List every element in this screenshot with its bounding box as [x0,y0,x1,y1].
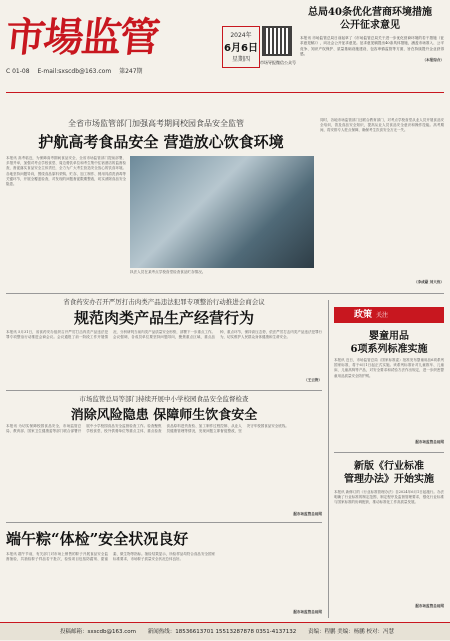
lead-source: （李成豪 刘大伟） [413,280,444,284]
section-divider-2 [6,390,322,391]
story3-kicker: 市场监管总局等部门持续开展中小学校园食品安全监督检查 [79,395,249,403]
section-divider-1 [6,293,444,294]
footer-hotline: 新闻热线：18536613701 15513287878 0351-4137132 [147,629,297,635]
date-box [222,26,260,68]
top-story-source: （本报综合） [422,57,444,62]
email-label: E-mail:sxscdb@163.com [37,68,112,75]
footer-editors: 责编：程鹏 美编：杨鹏 校对：冯慧 [307,629,394,635]
edition-label: C 01-08 [6,68,30,75]
sidebar-story2-headline-line2: 管理办法》开始实施 [344,474,434,485]
qr-caption: 市场导报微信公众号 [260,60,296,65]
story3-body: 本报讯 为切实保障校园食品安全，市场监管总局、教育部、国家卫生健康委等部门联合部署开展中小学校园食品安全监督检查工作。检查聚焦学校食堂、校外供餐单位等重点主体，重点检查食品原料进货查验、加工制作过程控制、从业人员健康管理等情况，发现问题立即督促整改，坚决守牢校园食品安全底线。 [6,424,289,434]
sidebar-story1-source: 据市场监管总局网 [415,440,444,444]
policy-tag-sub: 关注 [376,312,389,319]
footer-email: 投稿邮箱：sxscdb@163.com [60,629,136,635]
story4-body: 本报讯 端午节前，有关部门对市场上销售的粽子开展食品安全监督抽检，共抽检粽子样品若干批次，检验项目包括防腐剂、甜蜜素、微生物等指标。抽检结果显示，所检样品均符合食品安全国家标准要求，市场粽子质量安全状况总体良好。 [6,552,215,562]
story4-headline: 端午粽“体检”安全状况良好 [6,530,189,548]
story2-kicker: 省食药安办召开严厉打击肉类产品违法犯罪专项整治行动推进会商会议 [63,298,265,306]
sidebar-divider [334,452,444,453]
lead-body-left: 本报讯 高考临近，为保障高考期间食品安全，全省市场监管部门提前部署，多措并举，加强对考点学校食堂、周边餐饮单位和考生集中住宿酒店的监督检查，督促落实食品安全主体责任，全力为广大考生营造安全放心的饮食环境。各地坚持问题导向，围绕食品原料采购、贮存、加工制作、餐用具清洗消毒等关键环节，开展全覆盖检查，对发现的问题督促限期整改，切实消除食品安全隐患。 [6,156,126,187]
lead-kicker: 全省市场监管部门加强高考期间校园食品安全监管 [68,119,244,128]
sidebar-story2-headline [334,460,444,486]
sidebar-story2-body: 本报讯 新修订的《行业标准管理办法》自2024年6月1日起施行。办法明确了行业标准的制定范围、制定程序及监督管理要求，强化行业标准与国家标准的协调配套，推动标准化工作高质量发展。 [334,490,444,505]
story4-source: 据市场监管总局网 [293,610,322,614]
date-weekday: 星期四 [231,56,250,63]
sidebar-story1-headline-line1: 婴童用品 [369,331,409,342]
story2-headline: 规范肉类产品生产经营行为 [73,309,254,327]
footer-bar [0,622,450,640]
lead-headline: 护航高考食品安全 营造放心饮食环境 [38,133,284,151]
date-day: 6月6日 [224,43,258,54]
qr-code-icon [262,26,292,56]
top-story-body [300,36,444,63]
policy-tag: 政策 [354,310,373,320]
lead-photo-caption: 执法人员在某考点学校食堂检查食品贮存情况。 [130,270,206,274]
sidebar-story1-headline [334,330,444,356]
lead-photo [130,156,314,268]
top-story-headline-line1: 总局40条优化营商环境措施 [308,7,432,18]
date-year: 2024年 [230,32,252,39]
lead-body-right: 同时，各地市场监管部门还联合教育部门，对考点学校食堂从业人员开展食品安全培训，普及食品安全知识，提高从业人员食品安全意识和操作技能。高考期间，将安排专人驻点保障，确保考生饮食安全万无一失。 [320,118,444,133]
policy-section-header [334,307,444,323]
masthead-logo: 市場监管 [3,14,161,61]
top-story-headline [300,6,440,32]
masthead-info [6,66,149,75]
sidebar-story2-source: 据市场监管总局网 [415,604,444,608]
masthead-divider [6,92,444,93]
issue-label: 第247期 [119,68,143,75]
column-divider [328,300,329,618]
sidebar-story1-headline-line2: 6项系列标准实施 [350,344,428,355]
top-story-headline-line2: 公开征求意见 [340,20,400,31]
sidebar-story1-body: 本报讯 近日，市场监管总局（国家标准委）批准发布婴童用品6项系列国家标准，将于6月1日起正式实施。该系列标准针对儿童推车、儿童床、儿童高椅等产品，对安全要求和试验方法作出规定，进一步织密婴童用品质量安全防护网。 [334,358,444,378]
masthead [3,6,221,80]
section-divider-3 [6,522,322,523]
story2-source: （王云涛） [304,378,322,382]
top-story-text: 本报讯 市场监管总局日前起草了《市场监管总局关于进一步优化营商环境的若干措施（征求意见稿）》，向社会公开征求意见。征求意见稿提出40条具体措施，涵盖市场准入、公平竞争、知识产权保护、质量基础设施建设、包容审慎监管等方面，旨在持续提升企业获得感。 [300,36,444,57]
story3-source: 据市场监管总局网 [293,512,322,516]
story2-body: 本报讯 5月31日，省食药安办组织召开严厉打击肉类产品违法犯罪专项整治行动推进会商会议。会议通报了前一阶段工作开展情况，分析研判当前肉类产品质量安全形势，部署下一步重点工作。会议强调，各成员单位要坚持问题导向，聚焦重点区域、重点品种、重点环节，保持高压态势，依法严厉打击肉类产品违法犯罪行为，切实维护人民群众身体健康和生命安全。 [6,330,322,340]
sidebar-story2-headline-line1: 新版《行业标准 [354,461,424,472]
story3-headline: 消除风险隐患 保障师生饮食安全 [70,408,258,423]
